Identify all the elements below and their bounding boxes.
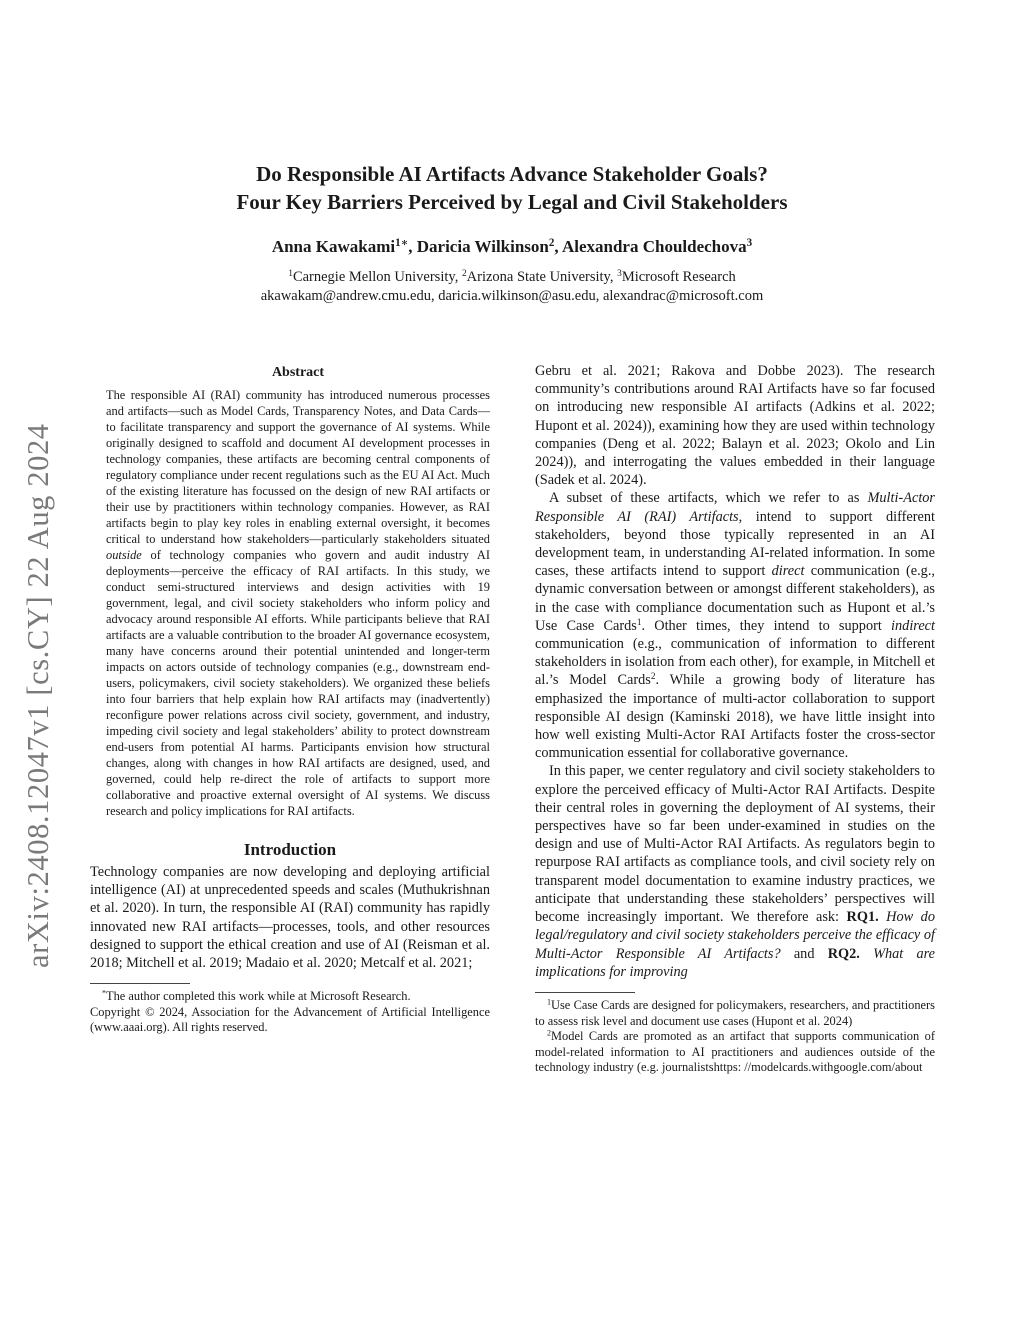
author-emails: akawakam@andrew.cmu.edu, daricia.wilkinson@asu.edu, alexandrac@microsoft.com (260, 288, 764, 304)
abstract-text-part: The responsible AI (RAI) community has introduced numerous processes and artifacts—such as Model Cards, Transparency Notes, and Data Cards—to facilitate transparency and support the governance of AI systems. While originally designed to scaffold and document AI development processes in technology companies, these artifacts are becoming central components of regulatory compliance under recent regulations such as the EU AI Act. Much of the existing literature has focussed on the design of new RAI artifacts or their use by practitioners within technology companies. However, as RAI artifacts begin to play key roles in enabling external oversight, it becomes critical to understand how stakeholders—particularly stakeholders situated (106, 388, 490, 546)
text-part: . Other times, they intend to support (641, 617, 892, 634)
text-part: , intend to support different stakeholders, beyond those typically represented in an AI development team, in understanding AI-related information. In some cases, these artifacts intend to support (535, 508, 935, 580)
abstract-heading: Abstract (271, 365, 325, 380)
title-line-1: Do Responsible AI Artifacts Advance Stakeholder Goals? (256, 162, 768, 186)
paper-title (0, 160, 1024, 216)
rq2-text: What are implications for improving (535, 945, 935, 980)
text-part: In this paper, we center regulatory and civil society stakeholders to explore the perceived efficacy of Multi-Actor RAI Artifacts. Despite their central roles in governing the deployment of AI systems, their perspectives have so far been under-examined in studies on the design and use of Multi-Actor RAI Artifacts. As regulators begin to repurpose RAI artifacts as compliance tools, and civil society rely on transparent model documentation to examine industry practices, we anticipate that understanding these stakeholders’ perspectives will become increasingly important. We therefore ask: (535, 763, 935, 926)
footnote-text: The author completed this work while at Microsoft Research. (106, 989, 411, 1004)
author-name: Alexandra Chouldechova (561, 237, 747, 256)
abstract-emphasis: outside (106, 548, 142, 562)
affiliations (0, 268, 1024, 306)
affil-name: Arizona State University (466, 269, 610, 285)
copyright-notice: Copyright © 2024, Association for the Advancement of Artificial Intelligence (www.aaai.org). All rights reserved. (90, 1004, 490, 1035)
footnote-sup: * (102, 988, 107, 998)
affiliation-line (0, 268, 1024, 287)
text-part: A subset of these artifacts, which we refer to as (549, 490, 868, 507)
author-name: Daricia Wilkinson (416, 237, 549, 256)
rq2-label: RQ2. (827, 945, 860, 962)
affil-sup: 3 (617, 268, 622, 279)
title-line-2: Four Key Barriers Perceived by Legal and Civil Stakeholders (236, 190, 788, 214)
emphasis: indirect (891, 617, 935, 634)
affil-name: Carnegie Mellon University (292, 269, 455, 285)
introduction-paragraph: Technology companies are now developing and deploying artificial intelligence (AI) at unprecedented speeds and scales (Muthukrishnan et al. 2020). In turn, the responsible AI (RAI) community has rapidly innovated new RAI artifacts—processes, tools, and other resources designed to support the ethical creation and use of AI (Reisman et al. 2018; Mitchell et al. 2019; Madaio et al. 2020; Metcalf et al. 2021; (90, 864, 490, 972)
affil-sup: 2 (461, 268, 467, 279)
arxiv-stamp: arXiv:2408.12047v1 [cs.CY] 22 Aug 2024 (21, 423, 55, 968)
footnote-text: Model Cards are promoted as an artifact that supports communication of model-related information to AI practitioners and audiences outside of the technology industry (e.g. journalistshttps: //modelcards.withgoogle.com/about (535, 1029, 935, 1075)
text-part: communication (e.g., communication of information to different stakeholders in isolation from each other), for example, in Mitchell et al.’s Model Cards (535, 636, 935, 689)
footnote-divider (535, 992, 635, 993)
affil-separator: , (454, 269, 462, 285)
text-part: . While a growing body of literature has emphasized the importance of multi-actor collaboration to support responsible AI design (Kaminski 2018), we have little insight into how well existing Multi-Actor RAI Artifacts foster the cross-sector communication essential for collaborative governance. (535, 672, 935, 762)
footnote-divider (90, 983, 190, 984)
body-paragraph (535, 762, 935, 980)
author-list (0, 236, 1024, 258)
footnote-ref: 1 (636, 617, 642, 628)
body-paragraph (535, 489, 935, 762)
footnote-sup: 2 (547, 1028, 552, 1038)
author-name: Anna Kawakami (271, 237, 396, 256)
author-separator: , (554, 237, 562, 256)
rq1-label: RQ1. (846, 909, 879, 926)
author-sup: 1∗ (395, 236, 409, 249)
footnote (535, 1029, 935, 1076)
footnote-author-note (90, 989, 490, 1005)
affil-sup: 1 (288, 268, 293, 279)
author-separator: , (408, 237, 417, 256)
footnote-sup: 1 (547, 997, 552, 1007)
body-paragraph: Gebru et al. 2021; Rakova and Dobbe 2023). The research community’s contributions around RAI Artifacts have so far focused on introducing new responsible AI artifacts (Adkins et al. 2022; Hupont et al. 2024)), examining how they are used within technology companies (Deng et al. 2022; Balayn et al. 2023; Okolo and Lin 2024)), and interrogating the values embedded in their language (Sadek et al. 2024). (535, 363, 935, 489)
abstract-text-part: of technology companies who govern and audit industry AI deployments—perceive the efficacy of RAI artifacts. In this study, we conduct semi-structured interviews and design activities with 19 government, legal, and civil society stakeholders who inform policy and advocacy around responsible AI efforts. While participants believe that RAI artifacts are a valuable contribution to the broader AI governance ecosystem, many have concerns around their potential unintended and longer-term impacts on actors outside of technology companies (e.g., downstream end-users, policymakers, civil society stakeholders). We organized these beliefs into four barriers that help explain how RAI artifacts may (inadvertently) reconfigure power relations across civil society, government, and industry, impeding civil society and legal stakeholders’ ability to protect downstream end-users from potential AI harms. Participants envision how structural changes, along with changes in how RAI artifacts are designed, used, and governed, could help re-direct the role of artifacts to support more collaborative and proactive external oversight of AI systems. We discuss research and policy implications for RAI artifacts. (106, 548, 490, 818)
emphasis: Multi-Actor Responsible AI (RAI) Artifacts (535, 490, 935, 525)
affil-name: Microsoft Research (621, 269, 736, 285)
affil-separator: , (609, 269, 618, 285)
text-part: and (780, 945, 828, 962)
footnote (535, 998, 935, 1029)
footnote-ref: 2 (650, 672, 656, 683)
right-column (535, 362, 935, 1076)
footnote-text: Use Case Cards are designed for policymakers, researchers, and practitioners to assess risk level and document use cases (Hupont et al. 2024) (535, 997, 935, 1028)
author-sup: 2 (548, 236, 555, 249)
abstract-text (106, 387, 490, 819)
rq1-text: How do legal/regulatory and civil society stakeholders perceive the efficacy of Multi-Actor Responsible AI Artifacts? (535, 909, 935, 962)
emphasis: direct (771, 563, 805, 580)
introduction-heading: Introduction (243, 840, 337, 859)
author-sup: 3 (746, 236, 753, 249)
text-part: communication (e.g., dynamic conversation between or amongst different stakeholders), as in the case with compliance documentation such as Hupont et al.’s Use Case Cards (535, 563, 935, 634)
left-column (90, 362, 490, 1036)
